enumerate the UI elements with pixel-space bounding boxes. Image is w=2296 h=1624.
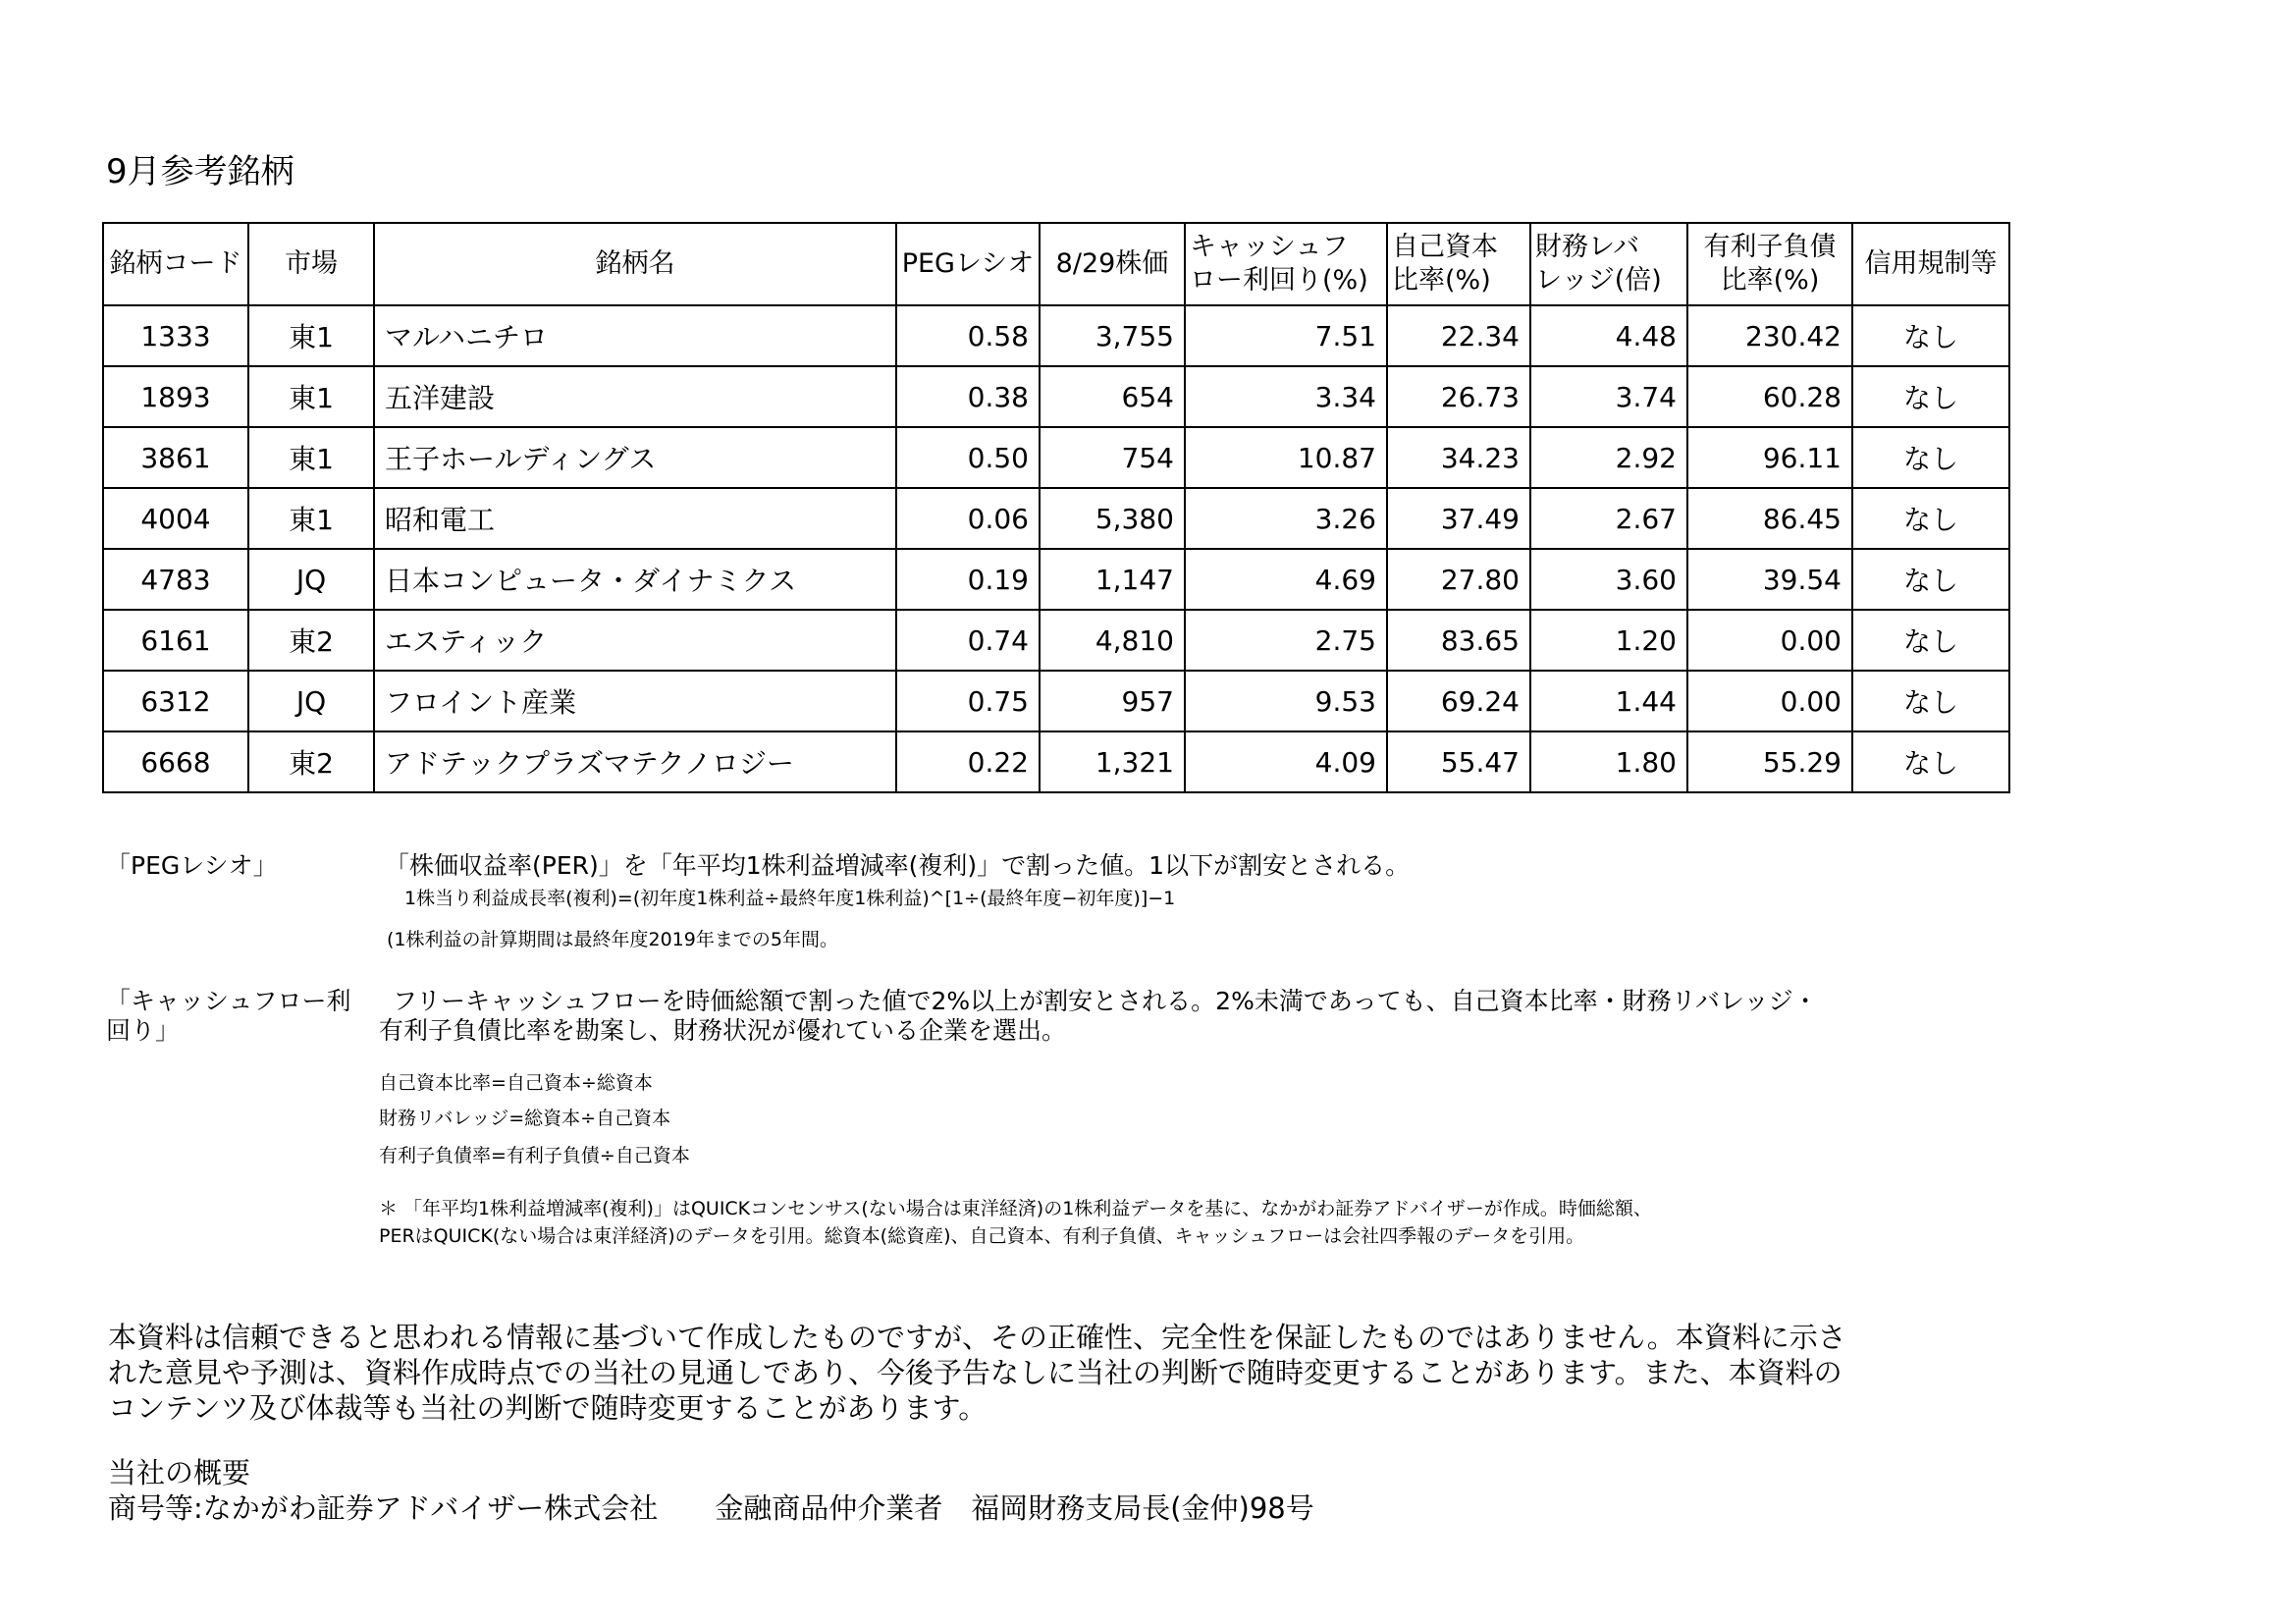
cell-leverage: 1.20 (1530, 610, 1687, 671)
cell-cf-yield: 3.34 (1185, 366, 1387, 427)
cell-peg: 0.19 (896, 549, 1040, 610)
cell-leverage: 4.48 (1530, 305, 1687, 366)
cell-peg: 0.75 (896, 671, 1040, 731)
header-leverage-line2: レッジ(倍) (1535, 265, 1662, 296)
cell-market: 東1 (248, 366, 374, 427)
cell-equity-ratio: 37.49 (1387, 488, 1530, 549)
cell-price: 654 (1040, 366, 1185, 427)
header-equity-ratio (1387, 223, 1530, 305)
cell-cf-yield: 9.53 (1185, 671, 1387, 731)
cell-code: 4004 (103, 488, 248, 549)
disclaimer-line2: れた意見や予測は、資料作成時点での当社の見通しであり、今後予告なしに当社の判断で随時変更することがあります。また、本資料の (108, 1356, 1842, 1389)
table-row (103, 731, 2009, 792)
cell-peg: 0.06 (896, 488, 1040, 549)
cell-name: 昭和電工 (374, 488, 896, 549)
cell-name: 五洋建設 (374, 366, 896, 427)
cell-leverage: 3.74 (1530, 366, 1687, 427)
header-peg: PEGレシオ (896, 223, 1040, 305)
cell-leverage: 2.67 (1530, 488, 1687, 549)
cell-price: 754 (1040, 427, 1185, 488)
stock-table (102, 222, 2010, 793)
cell-price: 5,380 (1040, 488, 1185, 549)
cell-market: JQ (248, 671, 374, 731)
cell-debt-ratio: 0.00 (1687, 610, 1852, 671)
header-leverage-line1: 財務レバ (1535, 232, 1640, 262)
cell-credit: なし (1852, 427, 2009, 488)
cell-credit: なし (1852, 610, 2009, 671)
cf-note-label-line1: 「キャッシュフロー利 (106, 987, 351, 1015)
cell-credit: なし (1852, 731, 2009, 792)
table-row (103, 488, 2009, 549)
cell-market: 東2 (248, 731, 374, 792)
cell-debt-ratio: 86.45 (1687, 488, 1852, 549)
peg-note-formula: 1株当り利益成長率(複利)=(初年度1株利益÷最終年度1株利益)^[1÷(最終年度−初年度)]−1 (404, 888, 1176, 909)
table-row (103, 366, 2009, 427)
table-row (103, 549, 2009, 610)
cell-price: 957 (1040, 671, 1185, 731)
cell-credit: なし (1852, 488, 2009, 549)
disclaimer-line3: コンテンツ及び体裁等も当社の判断で随時変更することがあります。 (108, 1391, 988, 1425)
header-leverage (1530, 223, 1687, 305)
cell-cf-yield: 4.09 (1185, 731, 1387, 792)
cell-leverage: 3.60 (1530, 549, 1687, 610)
cell-debt-ratio: 39.54 (1687, 549, 1852, 610)
cell-equity-ratio: 83.65 (1387, 610, 1530, 671)
cell-cf-yield: 2.75 (1185, 610, 1387, 671)
cell-credit: なし (1852, 366, 2009, 427)
cell-code: 1333 (103, 305, 248, 366)
cell-leverage: 1.80 (1530, 731, 1687, 792)
cell-cf-yield: 10.87 (1185, 427, 1387, 488)
header-equity-line2: 比率(%) (1392, 265, 1491, 296)
cell-equity-ratio: 69.24 (1387, 671, 1530, 731)
cell-market: 東1 (248, 427, 374, 488)
cell-price: 1,147 (1040, 549, 1185, 610)
company-heading: 当社の概要 (108, 1456, 251, 1489)
peg-note-period: (1株利益の計算期間は最終年度2019年までの5年間。 (387, 929, 838, 950)
page-title: 9月参考銘柄 (106, 152, 294, 191)
table-header-row (103, 223, 2009, 305)
cell-debt-ratio: 96.11 (1687, 427, 1852, 488)
table-row (103, 305, 2009, 366)
company-info: 商号等:なかがわ証券アドバイザー株式会社 金融商品仲介業者 福岡財務支局長(金仲)98号 (108, 1491, 1314, 1525)
cell-market: 東1 (248, 488, 374, 549)
cf-note-label-line2: 回り」 (106, 1016, 181, 1045)
cell-code: 4783 (103, 549, 248, 610)
source-note-line1: ＊ 「年平均1株利益増減率(複利)」はQUICKコンセンサス(ない場合は東洋経済)の1株利益データを基に、なかがわ証券アドバイザーが作成。時価総額、 (379, 1198, 1652, 1219)
cell-cf-yield: 4.69 (1185, 549, 1387, 610)
cf-note-text-line2: 有利子負債比率を勘案し、財務状況が優れている企業を選出。 (379, 1016, 1067, 1045)
cell-code: 6161 (103, 610, 248, 671)
cell-leverage: 2.92 (1530, 427, 1687, 488)
header-code: 銘柄コード (103, 223, 248, 305)
cell-code: 1893 (103, 366, 248, 427)
header-credit: 信用規制等 (1852, 223, 2009, 305)
table-row (103, 610, 2009, 671)
cell-equity-ratio: 55.47 (1387, 731, 1530, 792)
cell-price: 3,755 (1040, 305, 1185, 366)
cell-credit: なし (1852, 305, 2009, 366)
cell-cf-yield: 7.51 (1185, 305, 1387, 366)
cell-equity-ratio: 26.73 (1387, 366, 1530, 427)
cell-debt-ratio: 0.00 (1687, 671, 1852, 731)
header-cf-line2: ロー利回り(%) (1190, 265, 1368, 296)
cell-leverage: 1.44 (1530, 671, 1687, 731)
cell-peg: 0.58 (896, 305, 1040, 366)
cell-credit: なし (1852, 549, 2009, 610)
header-debt-line1: 有利子負債 (1703, 232, 1837, 262)
cell-cf-yield: 3.26 (1185, 488, 1387, 549)
def-leverage: 財務リバレッジ=総資本÷自己資本 (379, 1108, 671, 1129)
source-note-line2: PERはQUICK(ない場合は東洋経済)のデータを引用。総資本(総資産)、自己資本、有利子負債、キャッシュフローは会社四季報のデータを引用。 (379, 1225, 1585, 1247)
cell-market: 東2 (248, 610, 374, 671)
header-cf-line1: キャッシュフ (1190, 232, 1349, 262)
table-row (103, 671, 2009, 731)
cell-code: 6312 (103, 671, 248, 731)
table-row (103, 427, 2009, 488)
cell-debt-ratio: 230.42 (1687, 305, 1852, 366)
cell-market: JQ (248, 549, 374, 610)
cell-peg: 0.50 (896, 427, 1040, 488)
cell-equity-ratio: 34.23 (1387, 427, 1530, 488)
cell-equity-ratio: 27.80 (1387, 549, 1530, 610)
peg-note-label: 「PEGレシオ」 (106, 851, 278, 880)
cell-debt-ratio: 60.28 (1687, 366, 1852, 427)
header-price: 8/29株価 (1040, 223, 1185, 305)
cell-peg: 0.22 (896, 731, 1040, 792)
cell-name: マルハニチロ (374, 305, 896, 366)
header-equity-line1: 自己資本 (1392, 232, 1498, 262)
cell-name: 王子ホールディングス (374, 427, 896, 488)
peg-note-text: 「株価収益率(PER)」を「年平均1株利益増減率(複利)」で割った値。1以下が割安とされる。 (385, 851, 1411, 880)
def-debt-ratio: 有利子負債率=有利子負債÷自己資本 (379, 1145, 690, 1166)
cell-price: 1,321 (1040, 731, 1185, 792)
header-debt-line2: 比率(%) (1720, 265, 1820, 296)
cell-credit: なし (1852, 671, 2009, 731)
cell-debt-ratio: 55.29 (1687, 731, 1852, 792)
cell-name: 日本コンピュータ・ダイナミクス (374, 549, 896, 610)
header-cf-yield (1185, 223, 1387, 305)
disclaimer-line1: 本資料は信頼できると思われる情報に基づいて作成したものですが、その正確性、完全性を保証したものではありません。本資料に示さ (108, 1321, 1846, 1354)
cell-peg: 0.74 (896, 610, 1040, 671)
cell-code: 6668 (103, 731, 248, 792)
cell-name: アドテックプラズマテクノロジー (374, 731, 896, 792)
cell-code: 3861 (103, 427, 248, 488)
cell-name: エスティック (374, 610, 896, 671)
cell-market: 東1 (248, 305, 374, 366)
cell-equity-ratio: 22.34 (1387, 305, 1530, 366)
cell-price: 4,810 (1040, 610, 1185, 671)
header-market: 市場 (248, 223, 374, 305)
cell-peg: 0.38 (896, 366, 1040, 427)
cell-name: フロイント産業 (374, 671, 896, 731)
header-name: 銘柄名 (374, 223, 896, 305)
def-equity-ratio: 自己資本比率=自己資本÷総資本 (379, 1072, 653, 1094)
header-debt-ratio (1687, 223, 1852, 305)
cf-note-text-line1: フリーキャッシュフローを時価総額で割った値で2%以上が割安とされる。2%未満であっても、自己資本比率・財務リバレッジ・ (393, 987, 1818, 1015)
